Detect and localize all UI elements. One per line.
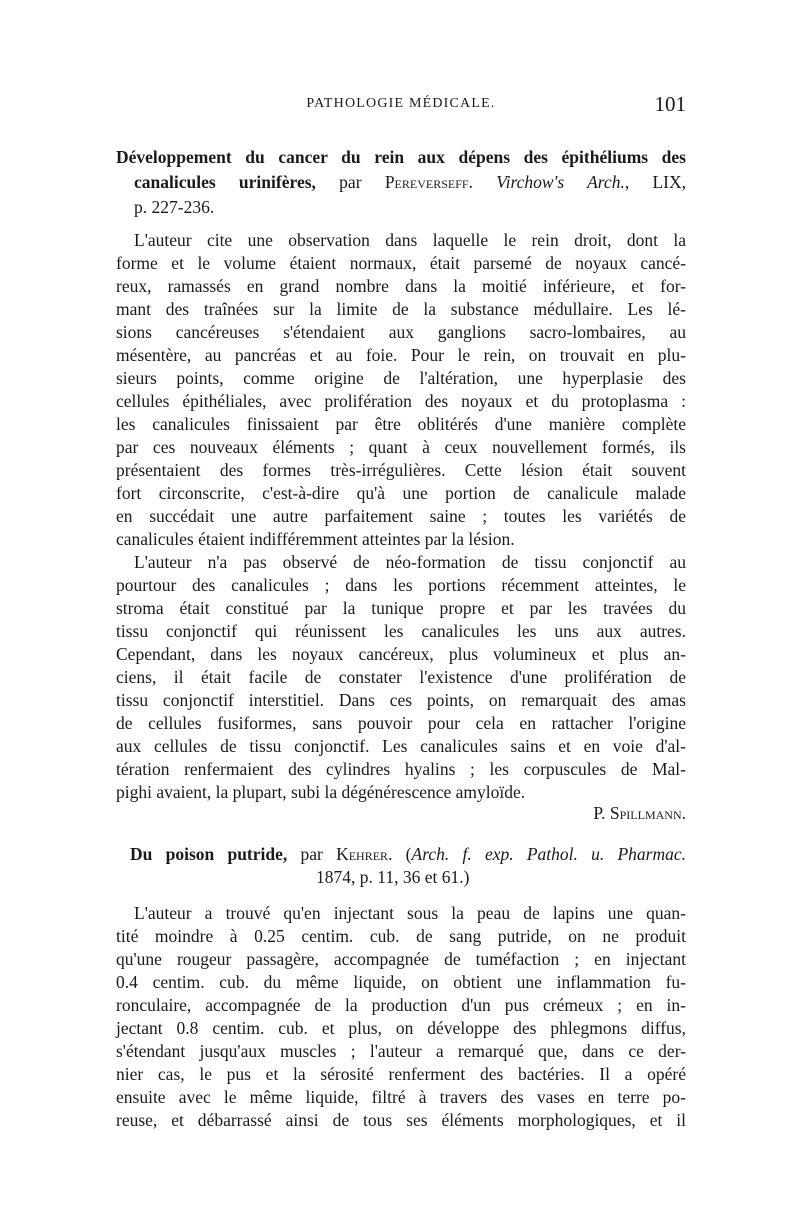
body-line: s'étendant jusqu'aux muscles ; l'auteur a remarqué que, dans ce der- (116, 1041, 686, 1061)
body-line: par ces nouveaux éléments ; quant à ceux nouvellement formés, ils (116, 437, 686, 457)
body-line: reux, ramassés en grand nombre dans la moitié inférieure, et for- (116, 276, 686, 296)
body-line: tissu conjonctif qui réunissent les canalicules les uns aux autres. (116, 621, 686, 641)
body-line: 0.4 centim. cub. du même liquide, on obtient une inflammation fu- (116, 972, 686, 992)
body-line: présentaient des formes très-irrégulières. Cette lésion était souvent (116, 460, 686, 480)
body-line: tissu conjonctif interstitiel. Dans ces points, on remarquait des amas (116, 690, 686, 710)
body-line: jectant 0.8 centim. cub. et plus, on développe des phlegmons diffus, (116, 1018, 686, 1038)
article-author: Pereverseff (384, 172, 469, 192)
body-line: tité moindre à 0.25 centim. cub. de sang putride, on ne produit (116, 926, 686, 946)
running-title: PATHOLOGIE MÉDICALE. (306, 96, 496, 111)
body-line: forme et le volume étaient normaux, était parsemé de noyaux cancé- (116, 253, 686, 273)
body-line: les canalicules finissaient par être oblitérés d'une manière complète (116, 414, 686, 434)
journal-name: Virchow's Arch. (496, 172, 625, 192)
body-line: sieurs points, comme origine de l'altération, une hyperplasie des (116, 368, 686, 388)
article-title-line: Développement du cancer du rein aux dépens des épithéliums des (116, 147, 686, 167)
body-line: canalicules étaient indifféremment atteintes par la lésion. (116, 529, 515, 549)
running-header (116, 92, 686, 126)
body-line: Cependant, dans les noyaux cancéreux, plus volumineux et plus an- (116, 644, 686, 664)
page-number: 101 (654, 92, 686, 116)
body-line: L'auteur a trouvé qu'en injectant sous la peau de lapins une quan- (134, 903, 686, 923)
article-author: Kehrer (336, 844, 389, 864)
body-line: ronculaire, accompagnée de la production d'un pus crémeux ; en in- (116, 995, 686, 1015)
article-title-line: canalicules urinifères, par Pereverseff. Virchow's Arch., LIX, (134, 172, 687, 192)
signature: P. Spillmann. (593, 803, 686, 823)
body-line: ensuite avec le même liquide, filtré à travers des vases en terre po- (116, 1087, 686, 1107)
body-line: stroma était constitué par la tunique propre et par les travées du (116, 598, 686, 618)
body-line: pighi avaient, la plupart, subi la dégénérescence amyloïde. (116, 782, 526, 802)
body-line: sions cancéreuses s'étendaient aux ganglions sacro-lombaires, au (116, 322, 686, 342)
body-line: cellules épithéliales, avec prolifération des noyaux et du protoplasma : (116, 391, 686, 411)
article-title-line: 1874, p. 11, 36 et 61.) (316, 867, 470, 887)
body-line: fort circonscrite, c'est-à-dire qu'à une portion de canalicule malade (116, 483, 686, 503)
body-line: L'auteur n'a pas observé de néo-formation de tissu conjonctif au (134, 552, 686, 572)
body-line: en succédait une autre parfaitement saine ; toutes les variétés de (116, 506, 686, 526)
body-line: aux cellules de tissu conjonctif. Les canalicules sains et en voie d'al- (116, 736, 686, 756)
journal-name: Arch. f. exp. Pathol. u. Pharmac. (411, 844, 686, 864)
body-line: mant des traînées sur la limite de la substance médullaire. Les lé- (116, 299, 686, 319)
article-title-line: p. 227-236. (134, 197, 215, 217)
body-line: ciens, il était facile de constater l'existence d'une prolifération de (116, 667, 686, 687)
body-line: tération renfermaient des cylindres hyalins ; les corpuscules de Mal- (116, 759, 686, 779)
body-line: L'auteur cite une observation dans laquelle le rein droit, dont la (134, 230, 686, 250)
article-title-line: Du poison putride, par Kehrer. (Arch. f. exp. Pathol. u. Pharmac. (130, 844, 686, 864)
body-line: nier cas, le pus et la sérosité renferment des bactéries. Il a opéré (116, 1064, 686, 1084)
body-line: reuse, et débarrassé ainsi de tous ses éléments morphologiques, et il (116, 1110, 686, 1130)
body-line: qu'une rougeur passagère, accompagnée de tuméfaction ; en injectant (116, 949, 686, 969)
body-line: mésentère, au pancréas et au foie. Pour le rein, on trouvait en plu- (116, 345, 686, 365)
body-line: pourtour des canalicules ; dans les portions récemment atteintes, le (116, 575, 686, 595)
body-line: de cellules fusiformes, sans pouvoir pour cela en rattacher l'origine (116, 713, 686, 733)
